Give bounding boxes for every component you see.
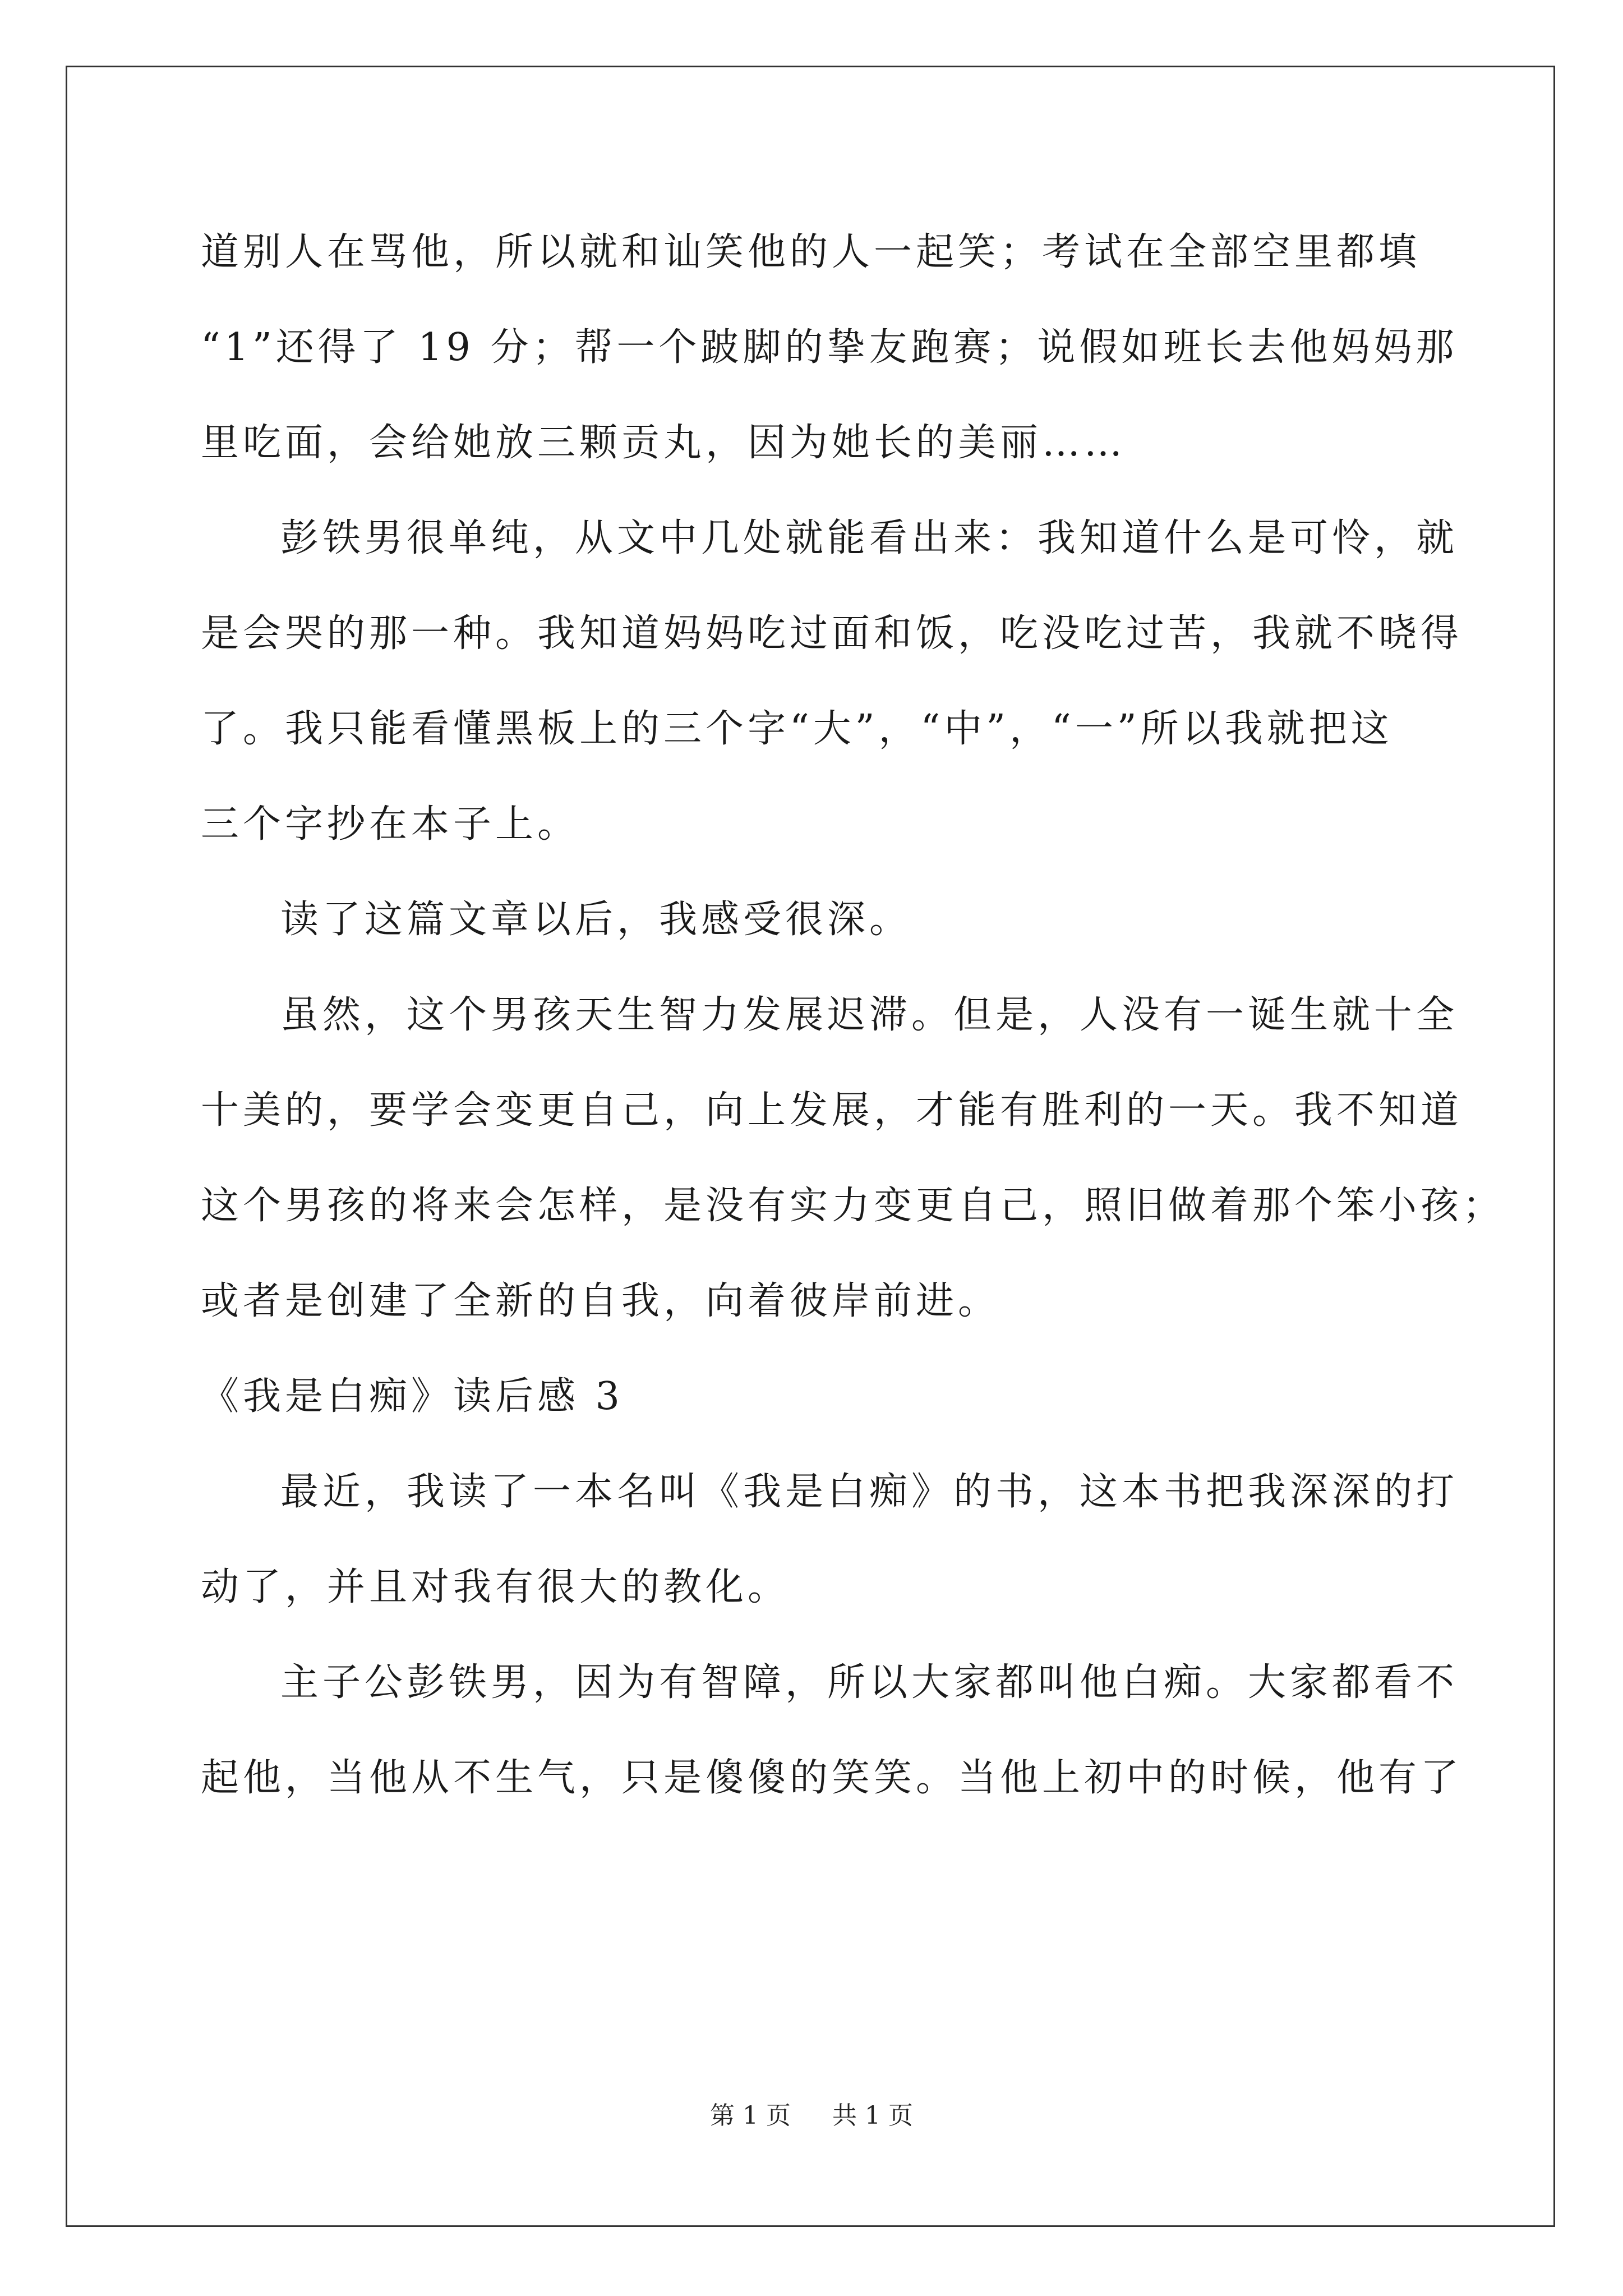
document-body — [201, 224, 1505, 1846]
text-line: 主子公彭铁男，因为有智障，所以大家都叫他白痴。大家都看不 — [280, 1660, 1459, 1705]
text-line: 或者是创建了全新的自我，向着彼岸前进。 — [201, 1279, 1000, 1323]
page-footer — [0, 2099, 1623, 2133]
text-line: 最近，我读了一本名叫《我是白痴》的书，这本书把我深深的打 — [280, 1470, 1459, 1514]
page-total: 共 1 页 — [832, 2101, 913, 2130]
text-line: 里吃面，会给她放三颗贡丸，因为她长的美丽…… — [201, 421, 1127, 465]
text-line: 是会哭的那一种。我知道妈妈吃过面和饭，吃没吃过苦，我就不晓得 — [201, 611, 1463, 656]
text-line: 彭铁男很单纯，从文中几处就能看出来：我知道什么是可怜，就 — [280, 516, 1459, 560]
text-line: 虽然，这个男孩天生智力发展迟滞。但是，人没有一诞生就十全 — [280, 993, 1459, 1037]
text-line: 这个男孩的将来会怎样，是没有实力变更自己，照旧做着那个笨小孩； — [201, 1184, 1505, 1228]
section-heading: 《我是白痴》读后感 3 — [201, 1374, 624, 1419]
text-line: 读了这篇文章以后，我感受很深。 — [280, 898, 912, 942]
text-line: “1”还得了 19 分；帮一个跛脚的挚友跑赛；说假如班长去他妈妈那 — [201, 325, 1458, 370]
page-number: 第 1 页 — [710, 2101, 791, 2130]
text-line: 起他，当他从不生气，只是傻傻的笑笑。当他上初中的时候，他有了 — [201, 1756, 1463, 1800]
text-line: 动了，并且对我有很大的教化。 — [201, 1565, 790, 1609]
text-line: 道别人在骂他，所以就和讪笑他的人一起笑；考试在全部空里都填 — [201, 230, 1421, 274]
text-line: 了。我只能看懂黑板上的三个字“大”，“中”，“一”所以我就把这 — [201, 707, 1393, 751]
text-line: 十美的，要学会变更自己，向上发展，才能有胜利的一天。我不知道 — [201, 1088, 1463, 1133]
text-line: 三个字抄在本子上。 — [201, 802, 580, 846]
